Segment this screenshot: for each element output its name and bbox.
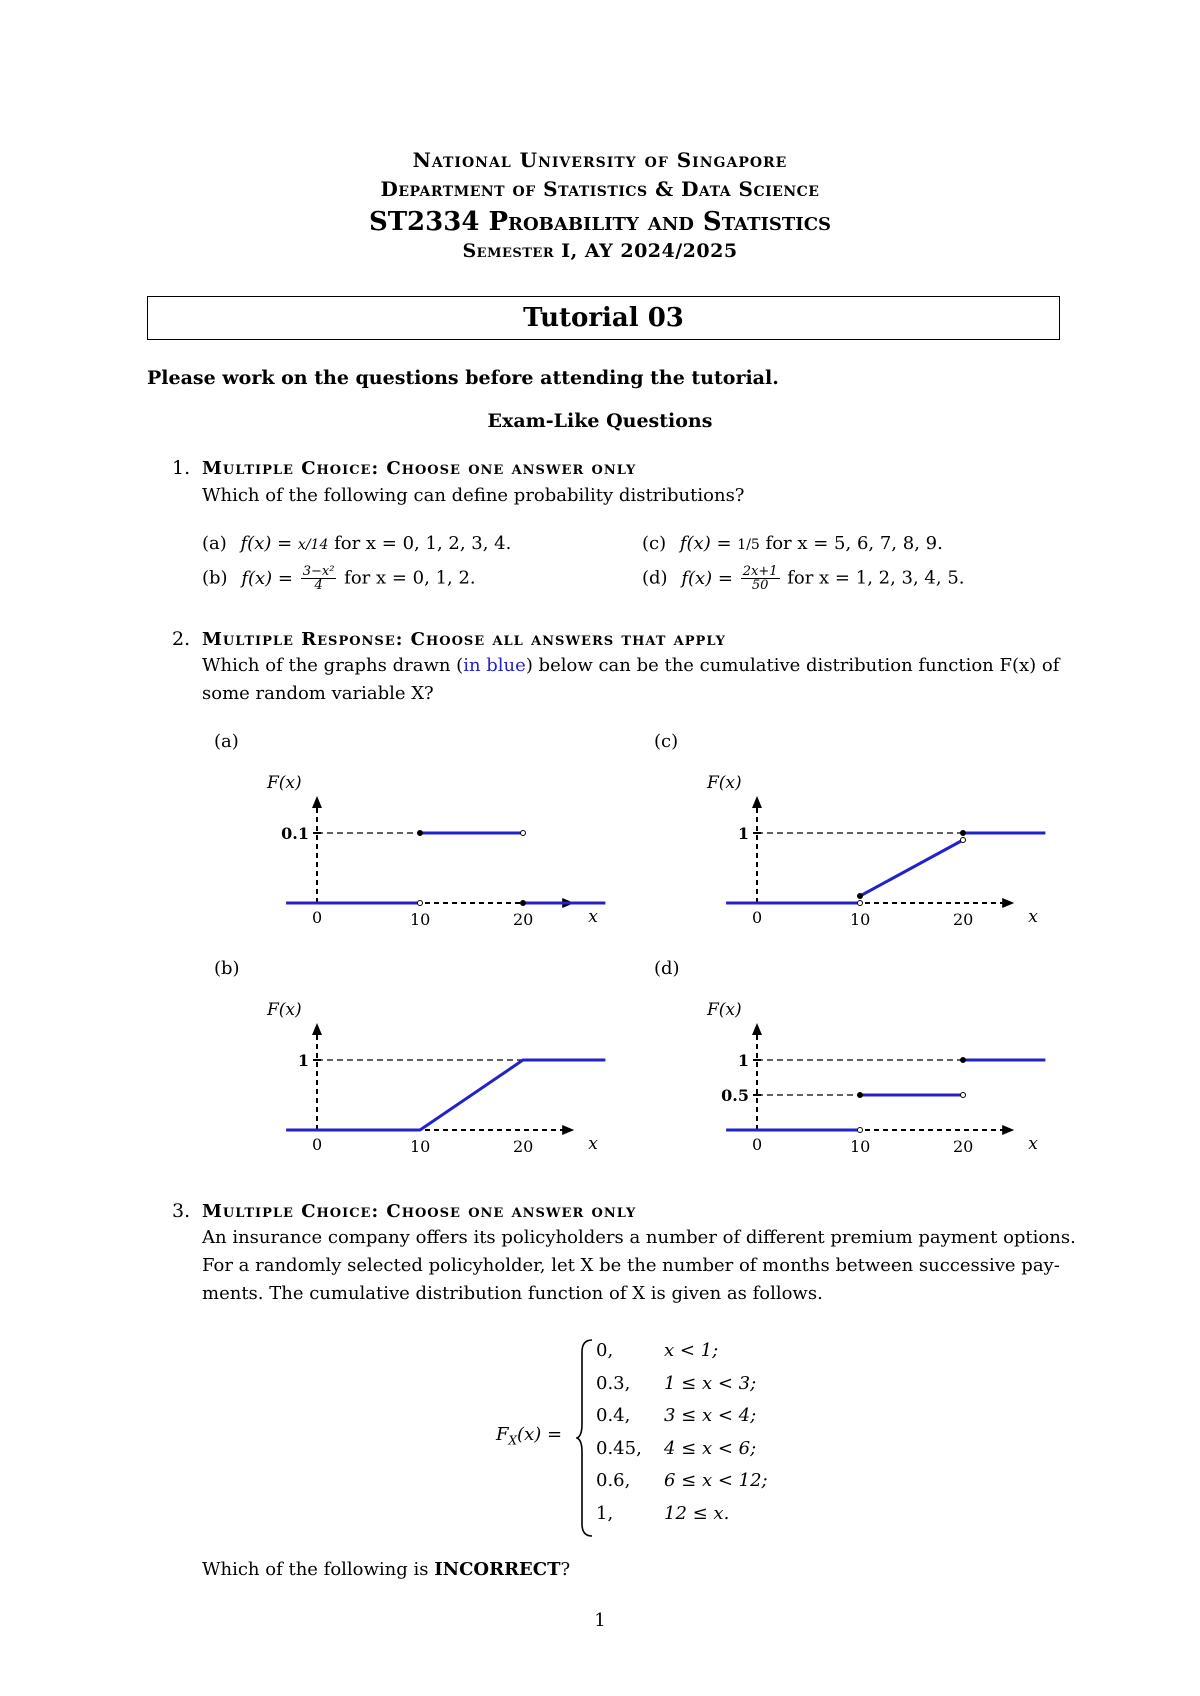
- closed-point: [858, 1093, 863, 1098]
- cdf-case-value: 0.6,: [596, 1470, 631, 1491]
- cdf-case-value: 0.3,: [596, 1372, 631, 1394]
- x-tick-label: 20: [953, 910, 974, 929]
- option-a-func: f(x) =: [240, 533, 293, 554]
- cdf-case-row: [596, 1438, 756, 1459]
- x-axis-label: x: [588, 907, 598, 927]
- x-tick-label: 10: [410, 910, 431, 929]
- y-axis-arrow: [312, 796, 322, 808]
- x-tick-label: 10: [850, 910, 871, 929]
- graph-c-label: (c): [654, 731, 679, 752]
- q3-question-before: Which of the following is: [202, 1559, 435, 1580]
- tutorial-title: Tutorial 03: [523, 303, 684, 333]
- cdf-case-row: [596, 1373, 756, 1394]
- cdf-case-condition: 4 ≤ x < 6;: [664, 1437, 757, 1459]
- cdf-func-F: F: [496, 1424, 509, 1445]
- y-tick-label: 1: [737, 824, 749, 843]
- closed-point: [521, 901, 526, 906]
- q1-option-b: [202, 565, 476, 592]
- q1-number-text: 1.: [172, 457, 191, 479]
- x-tick-label: 0: [752, 908, 763, 927]
- q3-line2: For a randomly selected policyholder, let X be the number of months between successive pay-: [202, 1255, 1060, 1276]
- graph-a: [262, 760, 622, 935]
- y-tick-label: 1: [297, 1051, 309, 1070]
- open-point: [961, 838, 966, 843]
- open-point: [858, 901, 863, 906]
- graph-a-label: (a): [214, 731, 239, 752]
- q2-text-after: ) below can be the cumulative distribution function F(x) of: [525, 655, 1060, 676]
- option-d-func: f(x) =: [681, 567, 733, 589]
- semester: Semester I, AY 2024/2025: [462, 240, 738, 262]
- option-a-expr: x/14: [297, 537, 329, 553]
- y-axis-label: F(x): [707, 773, 742, 793]
- x-axis-label: x: [588, 1134, 598, 1154]
- option-d-fraction: [741, 565, 780, 592]
- cdf-segment: [860, 840, 963, 896]
- q3-type: Multiple Choice: Choose one answer only: [202, 1201, 637, 1222]
- x-axis-label: x: [1028, 907, 1038, 927]
- open-point: [858, 1128, 863, 1133]
- x-tick-label: 20: [513, 910, 534, 929]
- option-c-expr: 1/5: [737, 537, 760, 553]
- option-b-fraction: [301, 565, 337, 592]
- x-tick-label: 10: [410, 1137, 431, 1156]
- cdf-case-row: [596, 1405, 756, 1426]
- option-b-func: f(x) =: [241, 567, 293, 589]
- option-b-label: (b): [202, 567, 228, 589]
- x-tick-label: 20: [953, 1137, 974, 1156]
- x-tick-label: 0: [312, 908, 323, 927]
- x-axis-arrow: [562, 1125, 574, 1135]
- closed-point: [961, 1058, 966, 1063]
- q2-text-line2: some random variable X?: [202, 683, 434, 704]
- open-point: [418, 901, 423, 906]
- q3-text: [202, 1224, 1082, 1308]
- intro-text: Please work on the questions before attending the tutorial.: [147, 367, 779, 389]
- q3-question-after: ?: [560, 1559, 571, 1580]
- y-axis-arrow: [752, 796, 762, 808]
- y-tick-label: 1: [737, 1051, 749, 1070]
- graph-d: [702, 987, 1062, 1162]
- cdf-segment: [286, 1060, 605, 1130]
- option-b-den: 4: [314, 578, 323, 593]
- cdf-case-condition: 12 ≤ x.: [664, 1502, 730, 1524]
- x-tick-label: 0: [752, 1135, 763, 1154]
- q3-line3: ments. The cumulative distribution function of X is given as follows.: [202, 1283, 823, 1304]
- y-axis-label: F(x): [707, 1000, 742, 1020]
- option-a-label: (a): [202, 533, 227, 554]
- q1-option-c: [642, 533, 943, 554]
- cdf-case-condition: x < 1;: [664, 1340, 719, 1361]
- cdf-case-row: [596, 1503, 729, 1524]
- cdf-brace: [576, 1338, 596, 1538]
- option-b-num: 3−x²: [302, 564, 335, 579]
- q2-number: 2.: [172, 628, 191, 650]
- graph-d-label: (d): [654, 958, 680, 979]
- graph-b-label: (b): [214, 958, 240, 979]
- y-axis-arrow: [752, 1023, 762, 1035]
- university-name: National University of Singapore: [412, 148, 788, 172]
- closed-point: [418, 831, 423, 836]
- x-axis-arrow: [1002, 1125, 1014, 1135]
- option-a-rest: for x = 0, 1, 2, 3, 4.: [334, 533, 512, 554]
- x-axis-label: x: [1028, 1134, 1038, 1154]
- option-d-rest: for x = 1, 2, 3, 4, 5.: [787, 567, 965, 589]
- x-tick-label: 20: [513, 1137, 534, 1156]
- y-axis-label: F(x): [267, 773, 302, 793]
- cdf-case-condition: 1 ≤ x < 3;: [664, 1372, 757, 1394]
- cdf-function-label: [496, 1424, 562, 1448]
- section-title: Exam-Like Questions: [487, 410, 713, 432]
- closed-point: [858, 894, 863, 899]
- cdf-case-condition: 6 ≤ x < 12;: [664, 1470, 768, 1491]
- option-b-rest: for x = 0, 1, 2.: [344, 567, 476, 589]
- y-tick-label: 0.1: [281, 824, 309, 843]
- option-d-num: 2x+1: [742, 564, 778, 579]
- closed-point: [961, 831, 966, 836]
- cdf-func-sub: X: [508, 1433, 518, 1448]
- course-title: ST2334 Probability and Statistics: [368, 207, 832, 237]
- q1-type: Multiple Choice: Choose one answer only: [202, 458, 637, 479]
- q2-text: [202, 652, 1062, 708]
- option-d-den: 50: [751, 578, 769, 593]
- y-axis-arrow: [312, 1023, 322, 1035]
- q2-text-before: Which of the graphs drawn (: [202, 655, 464, 676]
- option-c-func: f(x) =: [679, 533, 732, 554]
- q3-number: 3.: [172, 1200, 191, 1222]
- open-point: [961, 1093, 966, 1098]
- y-tick-label: 0.5: [721, 1086, 749, 1105]
- q2-text-blue: in blue: [463, 655, 526, 676]
- q3-line1: An insurance company offers its policyholders a number of different premium payment options.: [202, 1227, 1076, 1248]
- cdf-case-value: 0,: [596, 1340, 614, 1361]
- q2-type: Multiple Response: Choose all answers that apply: [202, 629, 726, 650]
- q3-question-bold: INCORRECT: [434, 1559, 561, 1580]
- option-c-label: (c): [642, 533, 667, 554]
- cdf-case-value: 1,: [596, 1502, 614, 1524]
- q1-text: Which of the following can define probability distributions?: [202, 485, 745, 506]
- q1-option-a: [202, 533, 511, 554]
- x-axis-arrow: [1002, 898, 1014, 908]
- open-point: [521, 831, 526, 836]
- page-number: 1: [594, 1610, 606, 1631]
- department-name: Department of Statistics & Data Science: [380, 177, 820, 201]
- option-c-rest: for x = 5, 6, 7, 8, 9.: [765, 533, 943, 554]
- q3-question: [202, 1556, 570, 1584]
- cdf-func-arg: (x) =: [517, 1424, 563, 1445]
- x-tick-label: 0: [312, 1135, 323, 1154]
- cdf-case-row: [596, 1340, 718, 1361]
- q1-option-d: [642, 565, 965, 592]
- option-d-label: (d): [642, 567, 668, 589]
- tutorial-title-box: [147, 296, 1060, 340]
- y-axis-label: F(x): [267, 1000, 302, 1020]
- cdf-case-value: 0.45,: [596, 1437, 642, 1459]
- x-tick-label: 10: [850, 1137, 871, 1156]
- graph-b: [262, 987, 622, 1162]
- cdf-case-value: 0.4,: [596, 1405, 631, 1426]
- cdf-case-condition: 3 ≤ x < 4;: [664, 1405, 757, 1426]
- q1-number: [172, 457, 190, 479]
- cdf-case-row: [596, 1470, 768, 1491]
- graph-c: [702, 760, 1062, 935]
